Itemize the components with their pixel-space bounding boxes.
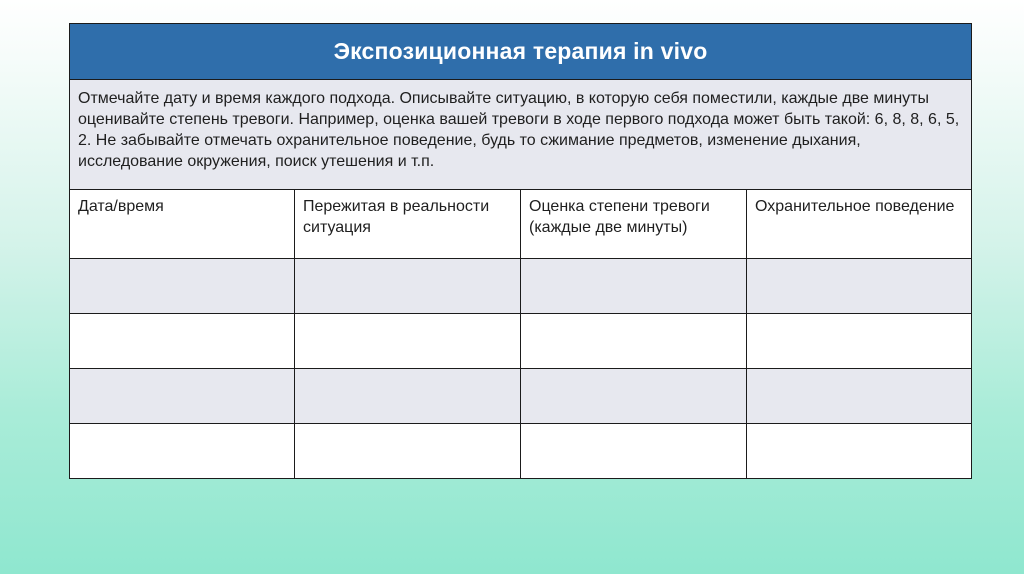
table-cell[interactable] bbox=[747, 259, 972, 314]
column-header-safety-behavior: Охранительное поведение bbox=[747, 190, 972, 259]
table-cell[interactable] bbox=[70, 369, 295, 424]
table-cell[interactable] bbox=[295, 369, 521, 424]
table-cell[interactable] bbox=[747, 369, 972, 424]
table-row bbox=[70, 259, 972, 314]
exposure-therapy-table bbox=[69, 23, 972, 479]
table-row bbox=[70, 314, 972, 369]
instructions-text: Отмечайте дату и время каждого подхода. Описывайте ситуацию, в которую себя поместили, каждые две минуты оценивайте степень тревоги. Например, оценка вашей тревоги в ходе первого подхода может быть такой: 6, 8, 8, 6, 5, 2. Не забывайте отмечать охранительное поведение, будь то сжимание предметов, изменение дыхания, исследование окружения, поиск утешения и т.п. bbox=[70, 80, 972, 190]
column-header-row bbox=[70, 190, 972, 259]
column-header-anxiety-rating: Оценка степени тревоги (каждые две минуты) bbox=[521, 190, 747, 259]
table-cell[interactable] bbox=[521, 369, 747, 424]
table-cell[interactable] bbox=[521, 424, 747, 479]
column-header-date-time: Дата/время bbox=[70, 190, 295, 259]
column-header-situation: Пережитая в реальности ситуация bbox=[295, 190, 521, 259]
table-cell[interactable] bbox=[295, 259, 521, 314]
table-cell[interactable] bbox=[295, 424, 521, 479]
table-title: Экспозиционная терапия in vivo bbox=[70, 24, 972, 80]
table-cell[interactable] bbox=[70, 259, 295, 314]
instruction-row bbox=[70, 80, 972, 190]
table-row bbox=[70, 424, 972, 479]
title-row bbox=[70, 24, 972, 80]
table-cell[interactable] bbox=[295, 314, 521, 369]
table-cell[interactable] bbox=[521, 314, 747, 369]
table-row bbox=[70, 369, 972, 424]
table-cell[interactable] bbox=[747, 314, 972, 369]
table-cell[interactable] bbox=[70, 424, 295, 479]
table-cell[interactable] bbox=[521, 259, 747, 314]
table-cell[interactable] bbox=[747, 424, 972, 479]
table-cell[interactable] bbox=[70, 314, 295, 369]
